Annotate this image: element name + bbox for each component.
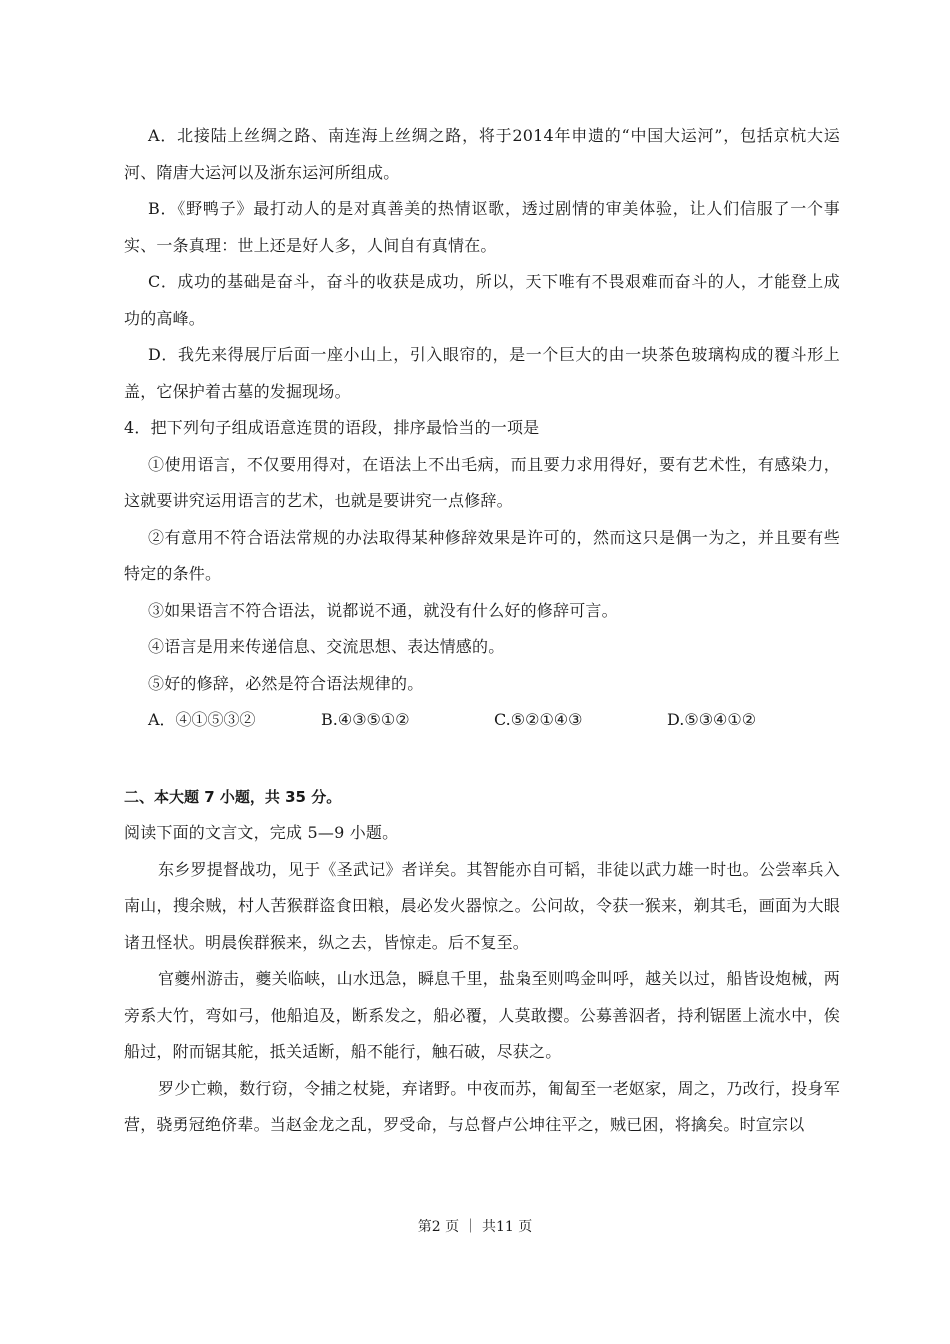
q3-option-d: D．我先来得展厅后面一座小山上，引入眼帘的，是一个巨大的由一块茶色玻璃构成的覆斗形上盖，它保护着古墓的发掘现场。 — [124, 345, 840, 401]
q4-option-b: B.④③⑤①② — [321, 710, 410, 729]
q4-sentence-3: ③如果语言不符合语法，说都说不通，就没有什么好的修辞可言。 — [148, 600, 618, 620]
page-footer: 第2 页 ｜ 共11 页 — [417, 1219, 533, 1235]
q4-sentence-4: ④语言是用来传递信息、交流思想、表达情感的。 — [148, 637, 505, 656]
section-heading: 二、本大题 7 小题，共 35 分。 — [124, 787, 342, 806]
passage-paragraph-1: 东乡罗提督战功，见于《圣武记》者详矣。其智能亦自可韬，非徒以武力雄一时也。公尝率兵入南山，搜余贼，村人苦猴群盗食田粮，晨必发火器惊之。公问故，令获一猴来，剃其毛，画面为大眼诸丑怪状。明晨俟群猴来，纵之去，皆惊走。后不复至。 — [124, 859, 840, 952]
q4-sentence-2: ②有意用不符合语法常规的办法取得某种修辞效果是许可的，然而这只是偶一为之，并且要有些特定的条件。 — [124, 527, 840, 583]
q3-option-b: B．《野鸭子》最打动人的是对真善美的热情讴歌，透过剧情的审美体验，让人们信服了一个事实、一条真理：世上还是好人多，人间自有真情在。 — [124, 199, 840, 255]
q3-option-a: A．北接陆上丝绸之路、南连海上丝绸之路，将于2014年申遗的“中国大运河”，包括京杭大运河、隋唐大运河以及浙东运河所组成。 — [124, 126, 840, 182]
q4-option-d: D.⑤③④①② — [667, 710, 757, 729]
q3-option-c: C．成功的基础是奋斗，奋斗的收获是成功，所以，天下唯有不畏艰难而奋斗的人，才能登上成功的高峰。 — [124, 272, 840, 328]
q4-options — [124, 702, 840, 739]
passage-paragraph-2: 官夔州游击，夔关临峡，山水迅急，瞬息千里，盐枭至则鸣金叫呼，越关以过，船皆设炮械，两旁系大竹，弯如弓，他船追及，断系发之，船必覆，人莫敢撄。公募善泅者，持利锯匿上流水中，俟船过，附而锯其舵，抵关适断，船不能行，触石破，尽获之。 — [124, 969, 840, 1061]
q4-option-a: A．④①⑤③② — [148, 710, 256, 729]
q4-sentence-5: ⑤好的修辞，必然是符合语法规律的。 — [148, 673, 424, 693]
passage-paragraph-3: 罗少亡赖，数行窃，令捕之杖毙，弃诸野。中夜而苏，匍匐至一老妪家，周之，乃改行，投身军营，骁勇冠绝侪辈。当赵金龙之乱，罗受命，与总督卢公坤往平之，贼已困，将擒矣。时宣宗以 — [124, 1078, 840, 1134]
q4-stem: 4．把下列句子组成语意连贯的语段，排序最恰当的一项是 — [124, 418, 540, 437]
section-intro: 阅读下面的文言文，完成 5—9 小题。 — [124, 823, 399, 842]
q4-option-c: C.⑤②①④③ — [494, 710, 583, 729]
q4-sentence-1: ①使用语言，不仅要用得对，在语法上不出毛病，而且要力求用得好，要有艺术性，有感染力，这就要讲究运用语言的艺术，也就是要讲究一点修辞。 — [124, 454, 840, 510]
page-content — [124, 118, 840, 1144]
